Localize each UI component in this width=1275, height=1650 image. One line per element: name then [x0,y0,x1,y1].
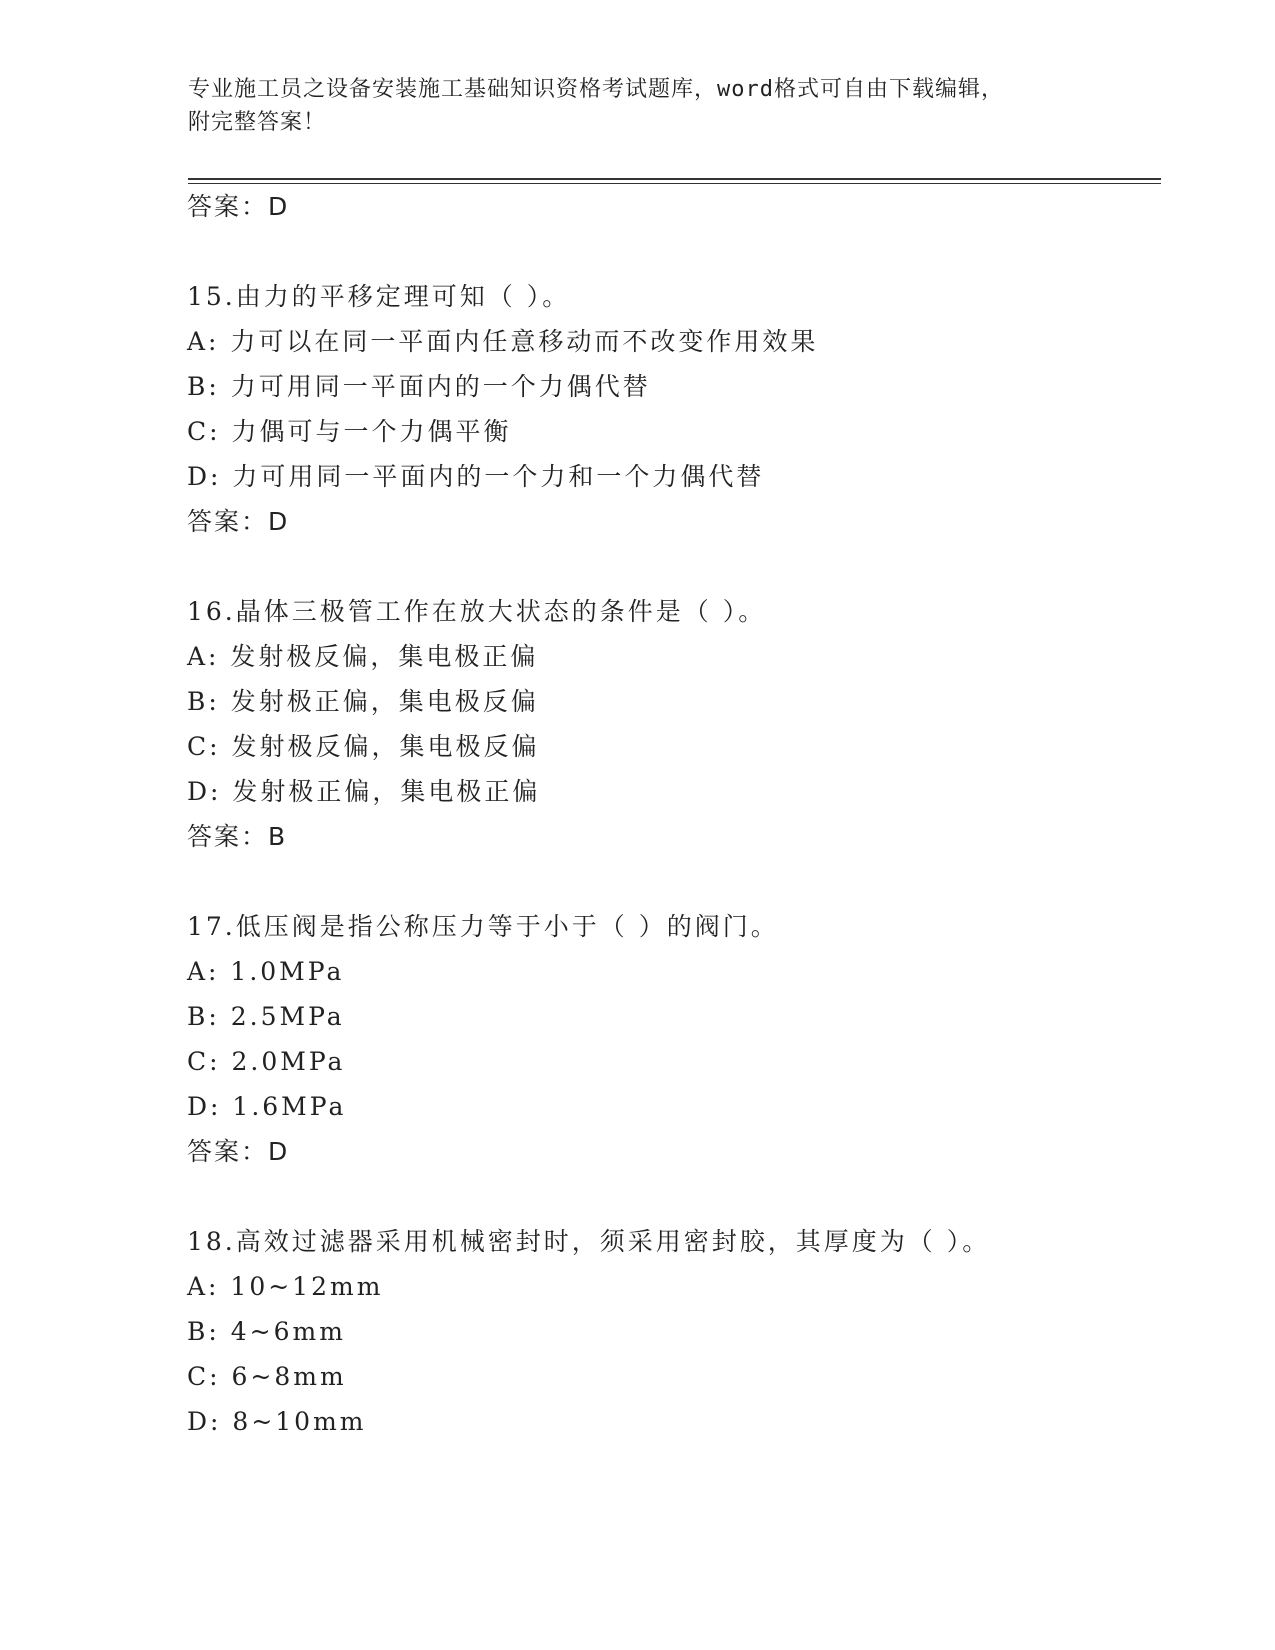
header-line-2: 附完整答案！ [188,110,327,135]
option-b: B: 2.5MPa [187,1002,345,1031]
answer-line: 答案：D [187,507,290,536]
document-header [188,73,1088,139]
option-a: A: 1.0MPa [187,957,345,986]
option-d: D: 1.6MPa [187,1092,347,1121]
header-line-1: 专业施工员之设备安装施工基础知识资格考试题库，word格式可自由下载编辑， [188,77,1004,102]
option-a: A: 10~12mm [187,1272,384,1301]
question-stem: 16.晶体三极管工作在放大状态的条件是（ ）。 [187,597,767,626]
header-divider-thin [188,183,1161,184]
answer-line: 答案：B [187,822,288,851]
option-d: D: 8~10mm [187,1407,367,1436]
option-c: C: 2.0MPa [187,1047,346,1076]
answer-line: 答案：D [187,192,290,221]
option-d: D: 发射极正偏，集电极正偏 [187,777,541,806]
option-d: D: 力可用同一平面内的一个力和一个力偶代替 [187,462,765,491]
option-b: B: 力可用同一平面内的一个力偶代替 [187,372,651,401]
option-c: C: 力偶可与一个力偶平衡 [187,417,512,446]
option-c: C: 发射极反偏，集电极反偏 [187,732,540,761]
option-c: C: 6~8mm [187,1362,347,1391]
answer-line: 答案：D [187,1137,290,1166]
question-stem: 15.由力的平移定理可知（ ）。 [187,282,571,311]
option-b: B: 4~6mm [187,1317,346,1346]
option-a: A: 力可以在同一平面内任意移动而不改变作用效果 [187,327,819,356]
question-stem: 18.高效过滤器采用机械密封时，须采用密封胶，其厚度为（ ）。 [187,1227,991,1256]
option-a: A: 发射极反偏，集电极正偏 [187,642,539,671]
question-stem: 17.低压阀是指公称压力等于小于（ ）的阀门。 [187,912,779,941]
option-b: B: 发射极正偏，集电极反偏 [187,687,539,716]
header-divider-thick [188,178,1161,180]
